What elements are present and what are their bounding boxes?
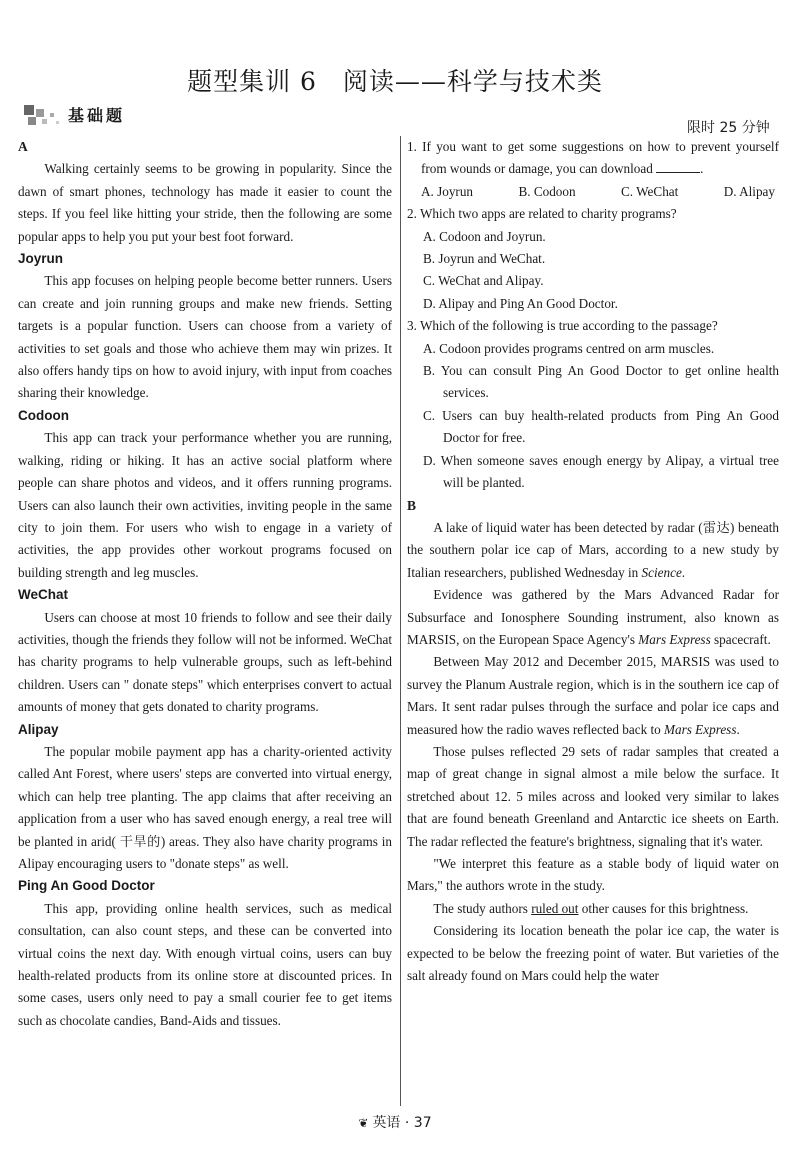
option: A. Codoon and Joyrun. [423, 228, 546, 244]
column-divider [400, 136, 401, 1106]
option: D. When someone saves enough energy by Alipay, a virtual tree will be planted. [423, 452, 779, 491]
question-1 [407, 136, 779, 181]
option: B. You can consult Ping An Good Doctor to get online health services. [423, 363, 779, 401]
section-badge [20, 103, 170, 129]
option: B. Joyrun and WeChat. [423, 251, 546, 267]
question-1-stem: 1. If you want to get some suggestions on how to prevent yourself from wounds or damage, you can download [407, 139, 779, 177]
option: A. Joyrun [421, 183, 474, 199]
passage-b-paragraph: "We interpret this feature as a stable body of liquid water on Mars," the authors wrote in the study. [407, 856, 779, 894]
option: D. Alipay [723, 183, 775, 199]
app-text-alipay: The popular mobile payment app has a charity-oriented activity called Ant Forest, where users' steps are converted into virtual energy, which can help tree planting. The app claims that after receiving an application from a user who has saved enough energy, a real tree will be planted in arid( 干旱的) areas. They also have charity programs in Alipay encouraging users to "donate steps" as well. [18, 743, 392, 871]
book-logo-icon: ❦ [358, 1116, 369, 1130]
question-1-options [407, 181, 779, 203]
left-column [18, 136, 392, 1032]
passage-b-paragraph: Those pulses reflected 29 sets of radar samples that created a map of great change in signal almost a mile below the surface. It stretched about 12. 5 miles across and looked very similar to lakes that are found beneath Greenland and Antarctic ice sheets on Earth. The radar reflected the feature's brightness, signaling that it's water. [407, 743, 779, 849]
app-heading-ping-an: Ping An Good Doctor [18, 878, 155, 894]
passage-a-label: A [18, 139, 28, 154]
option: C. WeChat and Alipay. [423, 273, 544, 289]
option: B. Codoon [518, 183, 576, 199]
passage-a-intro: Walking certainly seems to be growing in popularity. Since the dawn of smart phones, technology has made it easier to count the steps. If you feel like hitting your stride, then the following are some popular apps to help you put your best foot forward. [18, 161, 392, 244]
passage-b-paragraph: Between May 2012 and December 2015, MARSIS was used to survey the Planum Australe region, which is in the southern ice cap of Mars. It sent radar pulses through the surface and polar ice caps and measured how the radio waves reflected back to Mars Express. [407, 654, 779, 737]
footer-subject: 英语 [372, 1115, 401, 1131]
question-3: 3. Which of the following is true according to the passage? [407, 318, 718, 334]
underlined-phrase: ruled out [531, 900, 579, 916]
option: D. Alipay and Ping An Good Doctor. [423, 295, 618, 311]
section-label: 基础题 [68, 106, 126, 125]
question-1-end: . [700, 161, 704, 177]
option: C. Users can buy health-related products from Ping An Good Doctor for free. [423, 407, 779, 446]
badge-decoration-icon [20, 103, 64, 129]
app-heading-joyrun: Joyrun [18, 251, 64, 267]
option: C. WeChat [621, 183, 679, 199]
page-title: 题型集训 6 阅读——科学与技术类 [187, 67, 603, 96]
app-heading-alipay: Alipay [18, 721, 59, 737]
app-text-codoon: This app can track your performance whether you are running, walking, riding or hiking. It has an active social platform where people can share photos and videos, and it offers running programs. Users can also launch their own activities, inviting people in the same city to join them. For users who wish to engage in a variety of activities, the app provides other workout programs focused on building strength and leg muscles. [18, 430, 392, 580]
passage-b-paragraph: A lake of liquid water has been detected by radar (雷达) beneath the southern polar ice cap of Mars, according to a new study by Italian researchers, published Wednesday in Science. [407, 519, 779, 580]
option: A. Codoon provides programs centred on arm muscles. [423, 340, 715, 356]
page-footer [0, 1112, 790, 1132]
app-heading-wechat: WeChat [18, 587, 69, 603]
time-limit: 限时 25 分钟 [687, 120, 770, 136]
passage-b-label: B [407, 497, 417, 513]
question-2: 2. Which two apps are related to charity programs? [407, 206, 677, 222]
passage-b-paragraph: Considering its location beneath the polar ice cap, the water is expected to be below the freezing point of water. But varieties of the salt already found on Mars could help the water [407, 923, 779, 984]
app-text-joyrun: This app focuses on helping people become better runners. Users can create and join running groups and make new friends. Setting targets is a popular function. Users can choose from a variety of activities to set goals and those who achieve them may win prizes. It also offers handy tips on how to avoid injury, with input from coaches sharing their knowledge. [18, 273, 392, 401]
app-text-wechat: Users can choose at most 10 friends to follow and see their daily activities, though the friends they follow will not be informed. WeChat has charity programs to help vulnerable groups, such as left-behind children. Users can " donate steps" which enterprises convert to actual amounts of money that gets donated to charity programs. [18, 609, 392, 715]
right-column [407, 136, 779, 987]
app-heading-codoon: Codoon [18, 407, 69, 423]
page-number: · 37 [404, 1115, 432, 1131]
passage-b-paragraph: The study authors ruled out other causes for this brightness. [433, 900, 749, 916]
app-text-ping-an: This app, providing online health services, such as medical consultation, can also count steps, and these can be converted into virtual coins the next day. With enough virtual coins, users can buy health-related products from its online store at discounted prices. In some cases, users only need to pay a small courier fee to get items such as chocolate candies, Band-Aids and tissues. [18, 900, 392, 1028]
answer-blank [656, 160, 700, 173]
passage-b-paragraph: Evidence was gathered by the Mars Advanced Radar for Subsurface and Ionosphere Sounding instrument, also known as MARSIS, on the European Space Agency's Mars Express spacecraft. [407, 587, 779, 647]
